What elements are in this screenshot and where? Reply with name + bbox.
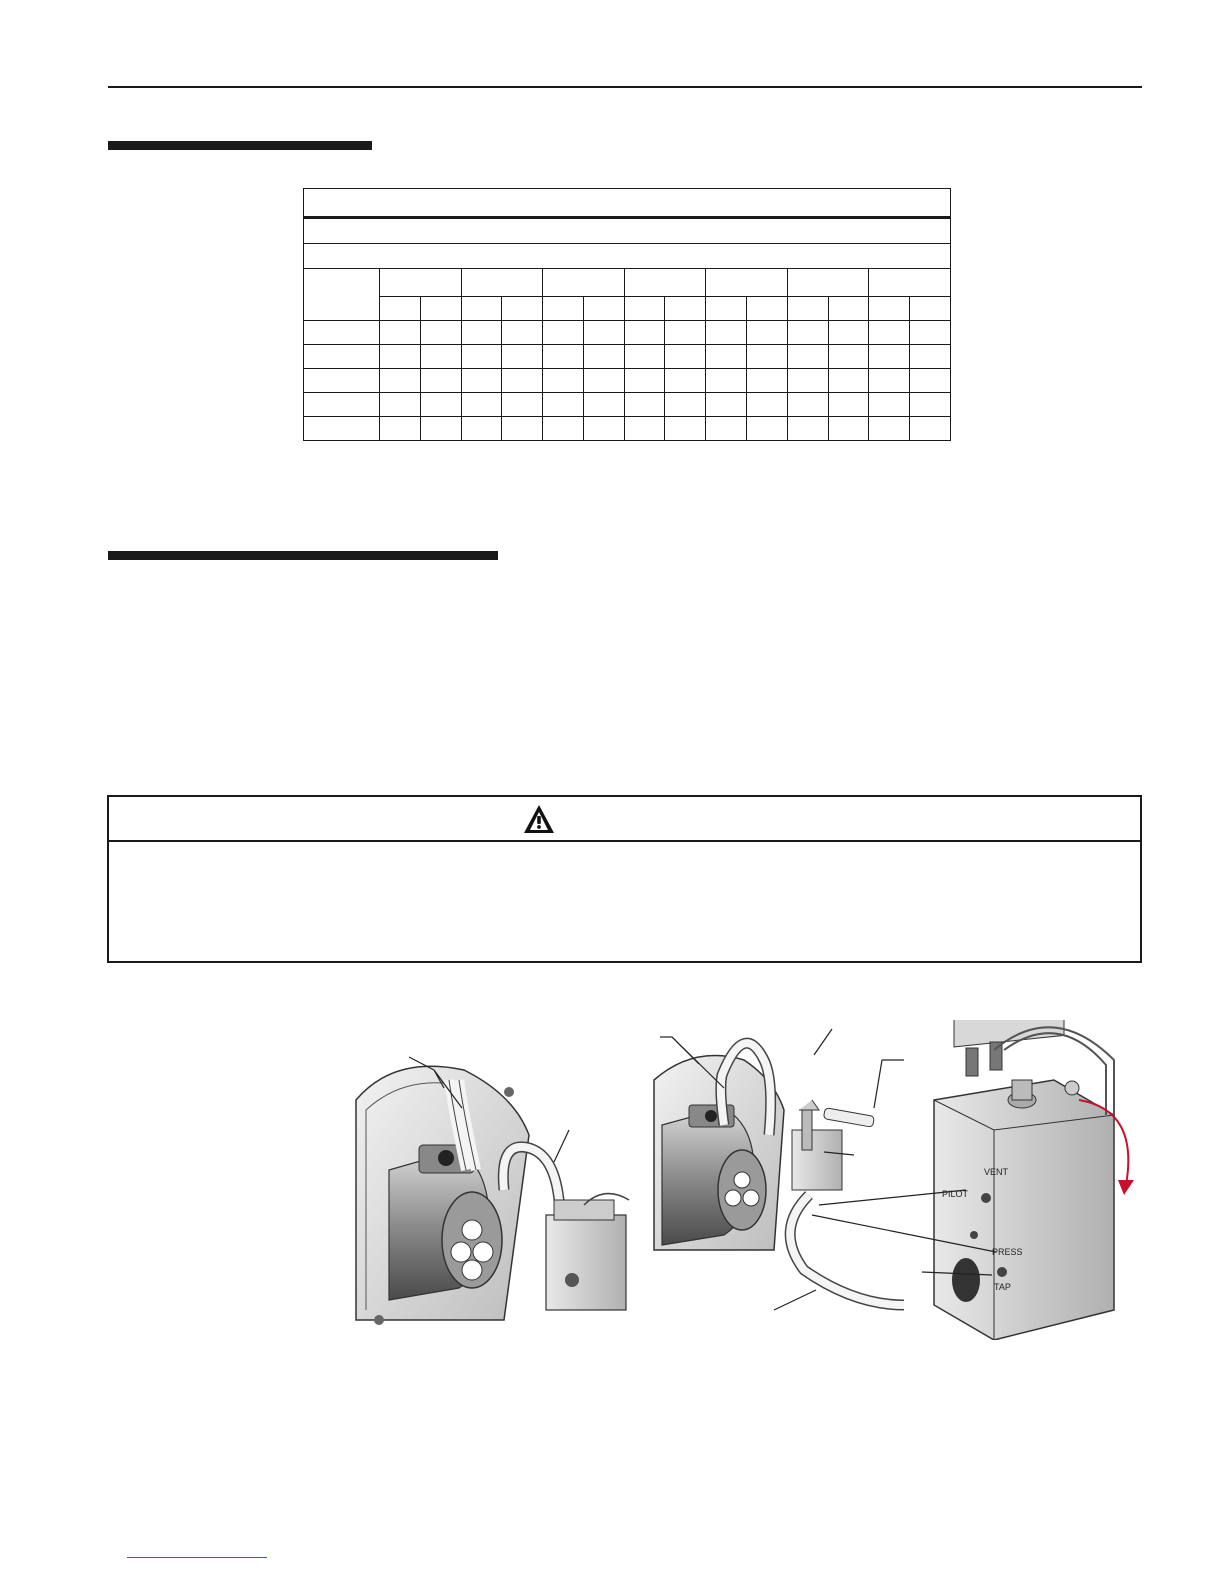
table-cell: [869, 369, 910, 393]
table-cell: [583, 417, 624, 441]
table-cell: [747, 321, 788, 345]
table-cell: [787, 417, 828, 441]
table-cell: [502, 369, 543, 393]
table-cell: [747, 417, 788, 441]
table-cell: [380, 345, 421, 369]
table-cell: [420, 369, 461, 393]
footer-link-underline: [127, 1557, 267, 1558]
table-cell: [304, 369, 380, 393]
table-row: [304, 321, 951, 345]
table-subtitle-row: [304, 244, 951, 269]
table-cell: [869, 321, 910, 345]
table-cell: [543, 345, 584, 369]
table-row: [304, 393, 951, 417]
gas-valve-tubing-figure: [354, 1020, 1154, 1340]
table-cell: [502, 321, 543, 345]
table-cell: [624, 345, 665, 369]
table-cell: [380, 417, 421, 441]
table-cell: [304, 345, 380, 369]
table-cell: [828, 393, 869, 417]
table-cell: [665, 369, 706, 393]
table-cell: [502, 417, 543, 441]
table-header-row: [304, 269, 951, 297]
table-cell: [665, 393, 706, 417]
table-cell: [828, 321, 869, 345]
table-cell: [502, 393, 543, 417]
table-cell: [706, 393, 747, 417]
table-cell: [706, 345, 747, 369]
table-cell: [420, 321, 461, 345]
table-cell: [624, 369, 665, 393]
table-cell: [304, 417, 380, 441]
table-cell: [583, 345, 624, 369]
table-cell: [461, 393, 502, 417]
table-cell: [420, 417, 461, 441]
table-cell: [461, 345, 502, 369]
table-subtitle-row: [304, 218, 951, 244]
table-row: [304, 369, 951, 393]
table-cell: [543, 417, 584, 441]
table-cell: [420, 393, 461, 417]
table-cell: [910, 417, 951, 441]
table-cell: [747, 345, 788, 369]
table-cell: [665, 345, 706, 369]
table-cell: [461, 369, 502, 393]
valve-label-press: PRESS: [992, 1247, 1023, 1257]
table-cell: [910, 369, 951, 393]
table-cell: [502, 345, 543, 369]
table-cell: [869, 345, 910, 369]
table-cell: [910, 321, 951, 345]
table-cell: [543, 321, 584, 345]
table-cell: [624, 321, 665, 345]
table-cell: [665, 417, 706, 441]
gas-valve-enlarged: [934, 1020, 1134, 1340]
table-cell: [543, 369, 584, 393]
table-cell: [787, 321, 828, 345]
table-cell: [583, 369, 624, 393]
table-cell: [828, 345, 869, 369]
table-cell: [706, 321, 747, 345]
valve-label-pilot: PILOT: [942, 1189, 969, 1199]
warning-box: [107, 795, 1142, 963]
table-cell: [380, 393, 421, 417]
table-cell: [461, 321, 502, 345]
table-cell: [624, 393, 665, 417]
table-cell: [461, 417, 502, 441]
table-cell: [910, 345, 951, 369]
table-cell: [380, 321, 421, 345]
table-cell: [747, 393, 788, 417]
table-cell: [583, 393, 624, 417]
table-row: [304, 345, 951, 369]
table-cell: [420, 345, 461, 369]
spec-table: [303, 188, 950, 479]
section-heading-bar-1: [108, 141, 372, 150]
table-cell: [828, 417, 869, 441]
table-cell: [543, 393, 584, 417]
table-cell: [869, 393, 910, 417]
table-cell: [304, 393, 380, 417]
table-cell: [787, 369, 828, 393]
table-cell: [304, 321, 380, 345]
table-cell: [583, 321, 624, 345]
section-heading-bar-2: [108, 551, 498, 560]
table-cell: [380, 369, 421, 393]
table-cell: [706, 369, 747, 393]
table-cell: [787, 345, 828, 369]
warning-triangle-icon: [523, 804, 555, 834]
table-title-row: [304, 189, 951, 218]
table-cell: [787, 393, 828, 417]
table-cell: [910, 393, 951, 417]
table-cell: [624, 417, 665, 441]
table-unit-row: [304, 296, 951, 320]
inducer-assembly-left: [356, 1066, 629, 1325]
table-cell: [828, 369, 869, 393]
table-cell: [665, 321, 706, 345]
warning-header: [109, 797, 1140, 842]
table-cell: [747, 369, 788, 393]
inducer-assembly-middle: [654, 1043, 904, 1305]
header-rule: [108, 86, 1142, 88]
valve-label-tap: TAP: [994, 1282, 1011, 1292]
valve-label-vent: VENT: [984, 1167, 1009, 1177]
table-row: [304, 417, 951, 441]
table-cell: [869, 417, 910, 441]
table-cell: [706, 417, 747, 441]
